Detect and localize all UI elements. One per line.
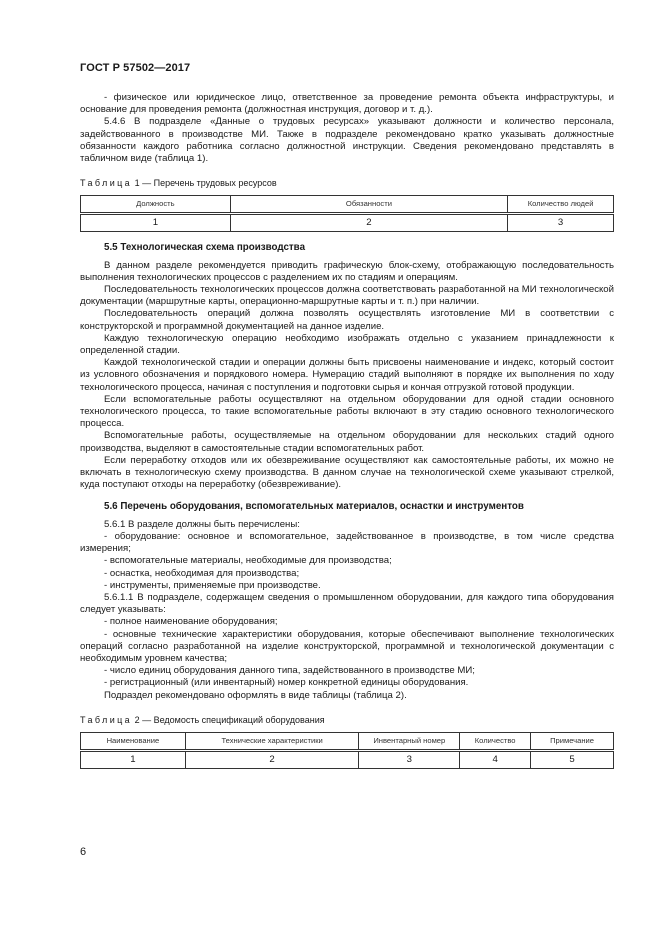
table-header-cell: Наименование (81, 732, 186, 750)
paragraph: - физическое или юридическое лицо, ответственное за проведение ремонта объекта инфраструктуры, и основание для проведения ремонта (должностная инструкция, договор и т. д.). (80, 92, 614, 116)
table-equipment-specs (80, 732, 614, 769)
table-caption-text: 1 — Перечень трудовых ресурсов (132, 178, 277, 189)
table-row (81, 214, 614, 232)
list-item: - вспомогательные материалы, необходимые для производства; (104, 555, 392, 567)
table-header-cell: Количество (460, 732, 531, 750)
table-cell: 3 (359, 750, 460, 768)
list-item: - инструменты, применяемые при производстве. (104, 579, 321, 591)
table-cell: 1 (81, 750, 186, 768)
table-row (81, 750, 614, 768)
section-title-5-5: 5.5 Технологическая схема производства (104, 242, 306, 254)
section-title-5-6: 5.6 Перечень оборудования, вспомогательных материалов, оснастки и инструментов (104, 501, 524, 513)
table-cell: 3 (508, 214, 614, 232)
paragraph: Вспомогательные работы, осуществляемые на отдельном оборудовании для нескольких стадий одного производства, выделяют в самостоятельные стадии вспомогательных работ. (80, 430, 614, 454)
table-cell: 2 (185, 750, 359, 768)
table-header-cell: Обязанности (230, 196, 507, 214)
table2-caption (80, 714, 614, 726)
list-item: - оснастка, необходимая для производства; (104, 567, 300, 579)
table-header-row (81, 196, 614, 214)
paragraph: 5.6.1.1 В подразделе, содержащем сведения о промышленном оборудовании, для каждого типа оборудования следует указывать: (80, 591, 614, 616)
list-item: - число единиц оборудования данного типа, задействованного в производстве МИ; (104, 665, 475, 677)
table-header-cell: Инвентарный номер (359, 732, 460, 750)
paragraph: Если переработку отходов или их обезвреживание осуществляют как самостоятельные работы, их можно не включать в технологическую схему производства. В данном случае на технологической схеме указывают стрелкой, куда поступают отходы на переработку (обезвреживание). (80, 454, 614, 491)
paragraph: Последовательность операций должна позволять осуществлять изготовление МИ в соответствии с конструкторской и программной документацией на данное изделие. (80, 308, 614, 332)
table-header-cell: Технические характеристики (185, 732, 359, 750)
list-item: - регистрационный (или инвентарный) номер конкретной единицы оборудования. (104, 677, 469, 689)
paragraph: В данном разделе рекомендуется приводить графическую блок-схему, отображающую последовательность выполнения технологических процессов с разделением их по стадиям и операциям. (80, 259, 614, 283)
table-cell: 2 (230, 214, 507, 232)
paragraph: Последовательность технологических процессов должна соответствовать разработанной на МИ технологической документации (маршрутные карты, операционно-маршрутные карты и т. п.) при наличии. (80, 284, 614, 308)
paragraph: 5.6.1 В разделе должны быть перечислены: (104, 518, 300, 530)
list-item: - полное наименование оборудования; (104, 616, 278, 628)
page-content (80, 92, 614, 769)
table-header-cell: Должность (81, 196, 231, 214)
table-caption-word: Таблица (80, 178, 133, 189)
table-caption-text: 2 — Ведомость спецификаций оборудования (132, 714, 325, 725)
list-item: - основные технические характеристики оборудования, которые обеспечивают выполнение технологических операций согласно разработанной на изделие конструкторской, программной и технологической документации с необходимым уровнем качества; (80, 628, 614, 664)
table-header-cell: Количество людей (508, 196, 614, 214)
list-item: - оборудование: основное и вспомогательное, задействованное в производстве, в том числе средства измерения; (80, 530, 614, 555)
table-labor-resources (80, 195, 614, 232)
table-header-row (81, 732, 614, 750)
document-code: ГОСТ Р 57502—2017 (80, 62, 191, 74)
page-number: 6 (80, 846, 87, 858)
paragraph: Подраздел рекомендовано оформлять в виде таблицы (таблица 2). (104, 689, 407, 701)
paragraph: Если вспомогательные работы осуществляют на отдельном оборудовании для одной стадии основного технологического процесса, то такие вспомогательные работы включают в эту стадию основного технологического процесса. (80, 393, 614, 430)
table-cell: 5 (531, 750, 614, 768)
paragraph: 5.4.6 В подразделе «Данные о трудовых ресурсах» указывают должности и количество персонала, задействованного в производстве МИ. Также в подразделе рекомендовано кратко указывать должностные обязанности каждого работника согласно должностной инструкции. Сведения рекомендовано представлять в табличном виде (таблица 1). (80, 116, 614, 165)
table-caption-word: Таблица (80, 714, 133, 725)
table-header-cell: Примечание (531, 732, 614, 750)
table-cell: 1 (81, 214, 231, 232)
paragraph: Каждой технологической стадии и операции должны быть присвоены наименование и индекс, который состоит из условного обозначения и порядкового номера. Нумерацию стадий выполняют в порядке их выполнения по ходу технологического процесса, начиная с поступления и подготовки сырья и кончая отгрузкой готовой продукции. (80, 357, 614, 393)
table1-caption (80, 177, 614, 189)
table-cell: 4 (460, 750, 531, 768)
paragraph: Каждую технологическую операцию необходимо изображать отдельно с указанием принадлежности к определенной стадии. (80, 332, 614, 357)
